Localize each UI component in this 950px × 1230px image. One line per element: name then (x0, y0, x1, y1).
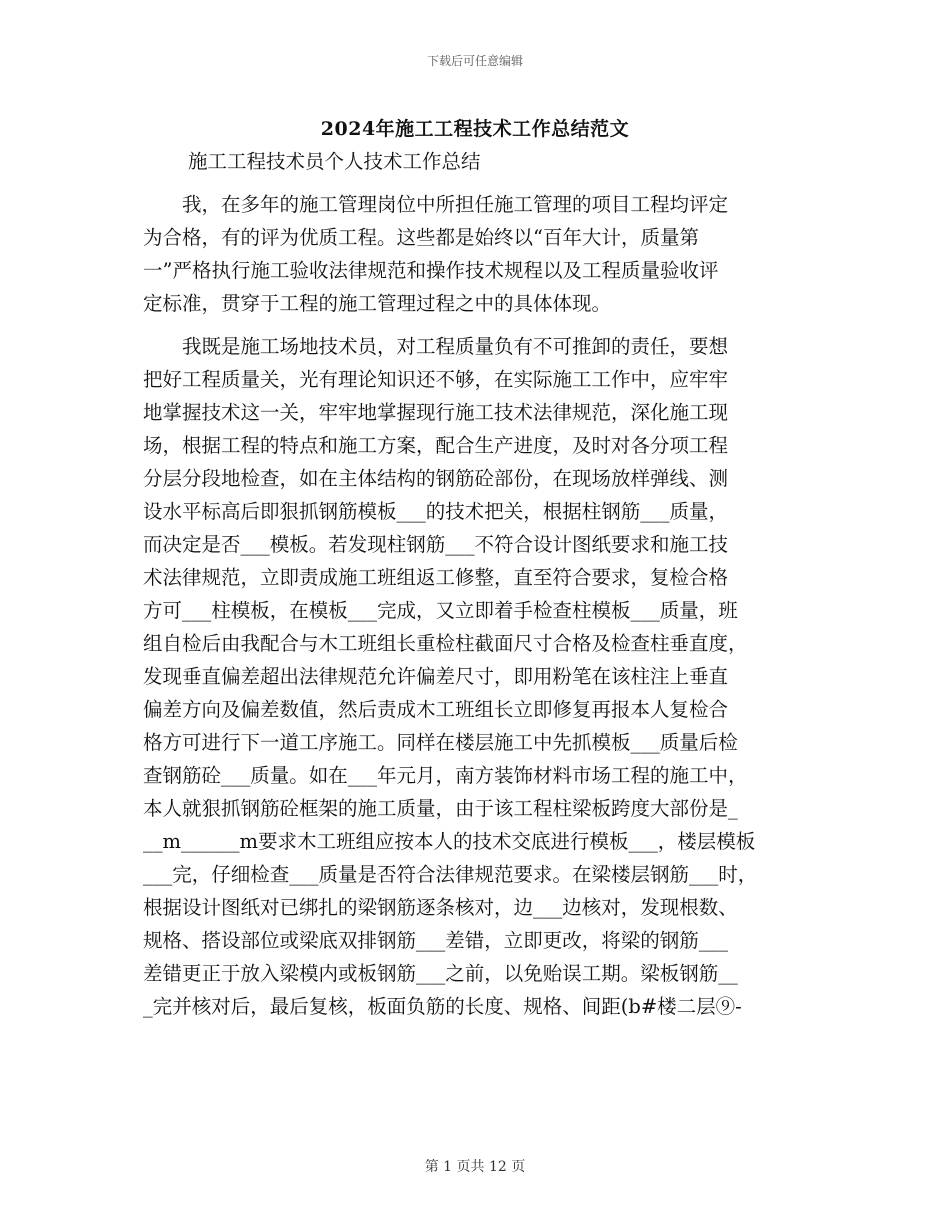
text-line: 我既是施工场地技术员，对工程质量负有不可推卸的责任，要想 (143, 335, 729, 358)
document-body (143, 145, 808, 1023)
text-line: 术法律规范，立即责成施工班组返工修整，直至符合要求，复检合格 (143, 566, 729, 589)
text-line: 定标准，贯穿于工程的施工管理过程之中的具体体现。 (143, 292, 612, 315)
header-note: 下载后可任意编辑 (426, 54, 523, 68)
text-line: 地掌握技术这一关，牢牢地掌握现行施工技术法律规范，深化施工现 (143, 401, 729, 424)
text-line: 组自检后由我配合与木工班组长重检柱截面尺寸合格及检查柱垂直度， (143, 632, 748, 655)
text-line: 把好工程质量关，光有理论知识还不够，在实际施工工作中，应牢牢 (143, 368, 729, 391)
text-line: 根据设计图纸对已绑扎的梁钢筋逐条核对，边___边核对，发现根数、 (143, 896, 738, 919)
document-title: 2024年施工工程技术工作总结范文 (320, 118, 630, 140)
text-line: _完并核对后，最后复核，板面负筋的长度、规格、间距(b#楼二层⑨- (143, 995, 742, 1018)
text-line: 发现垂直偏差超出法律规范允许偏差尺寸，即用粉笔在该柱注上垂直 (143, 665, 729, 688)
subtitle-line: 施工工程技术员个人技术工作总结 (188, 150, 481, 173)
text-line: 差错更正于放入梁模内或板钢筋___之前，以免贻误工期。梁板钢筋__ (143, 962, 738, 985)
text-line: 格方可进行下一道工序施工。同样在楼层施工中先抓模板___质量后检 (143, 731, 738, 754)
text-line: 偏差方向及偏差数值，然后责成木工班组长立即修复再报本人复检合 (143, 698, 729, 721)
text-line: 而决定是否___模板。若发现柱钢筋___不符合设计图纸要求和施工技 (143, 533, 729, 556)
text-line: 设水平标高后即狠抓钢筋模板___的技术把关，根据柱钢筋___质量， (143, 500, 729, 523)
text-line: 规格、搭设部位或梁底双排钢筋___差错，立即更改，将梁的钢筋___ (143, 929, 729, 952)
paragraph-2 (143, 330, 808, 1023)
page-footer: 第 1 页共 12 页 (424, 1159, 526, 1175)
text-line: 本人就狠抓钢筋砼框架的施工质量，由于该工程柱梁板跨度大部份是_ (143, 797, 738, 820)
text-line: 分层分段地检查，如在主体结构的钢筋砼部份，在现场放样弹线、测 (143, 467, 729, 490)
text-line: __m______m要求木工班组应按本人的技术交底进行模板___，楼层模板 (143, 830, 756, 853)
text-line: 我，在多年的施工管理岗位中所担任施工管理的项目工程均评定 (143, 193, 729, 216)
text-line: ___完，仔细检查___质量是否符合法律规范要求。在梁楼层钢筋___时， (143, 863, 758, 886)
text-line: 方可___柱模板，在模板___完成，又立即着手检查柱模板___质量，班 (143, 599, 738, 622)
paragraph-1 (143, 188, 808, 320)
text-line: 查钢筋砼___质量。如在___年元月，南方装饰材料市场工程的施工中， (143, 764, 748, 787)
text-line: 为合格，有的评为优质工程。这些都是始终以“百年大计，质量第 (143, 226, 699, 249)
text-line: 场，根据工程的特点和施工方案，配合生产进度，及时对各分项工程 (143, 434, 729, 457)
text-line: 一”严格执行施工验收法律规范和操作技术规程以及工程质量验收评 (143, 259, 719, 282)
